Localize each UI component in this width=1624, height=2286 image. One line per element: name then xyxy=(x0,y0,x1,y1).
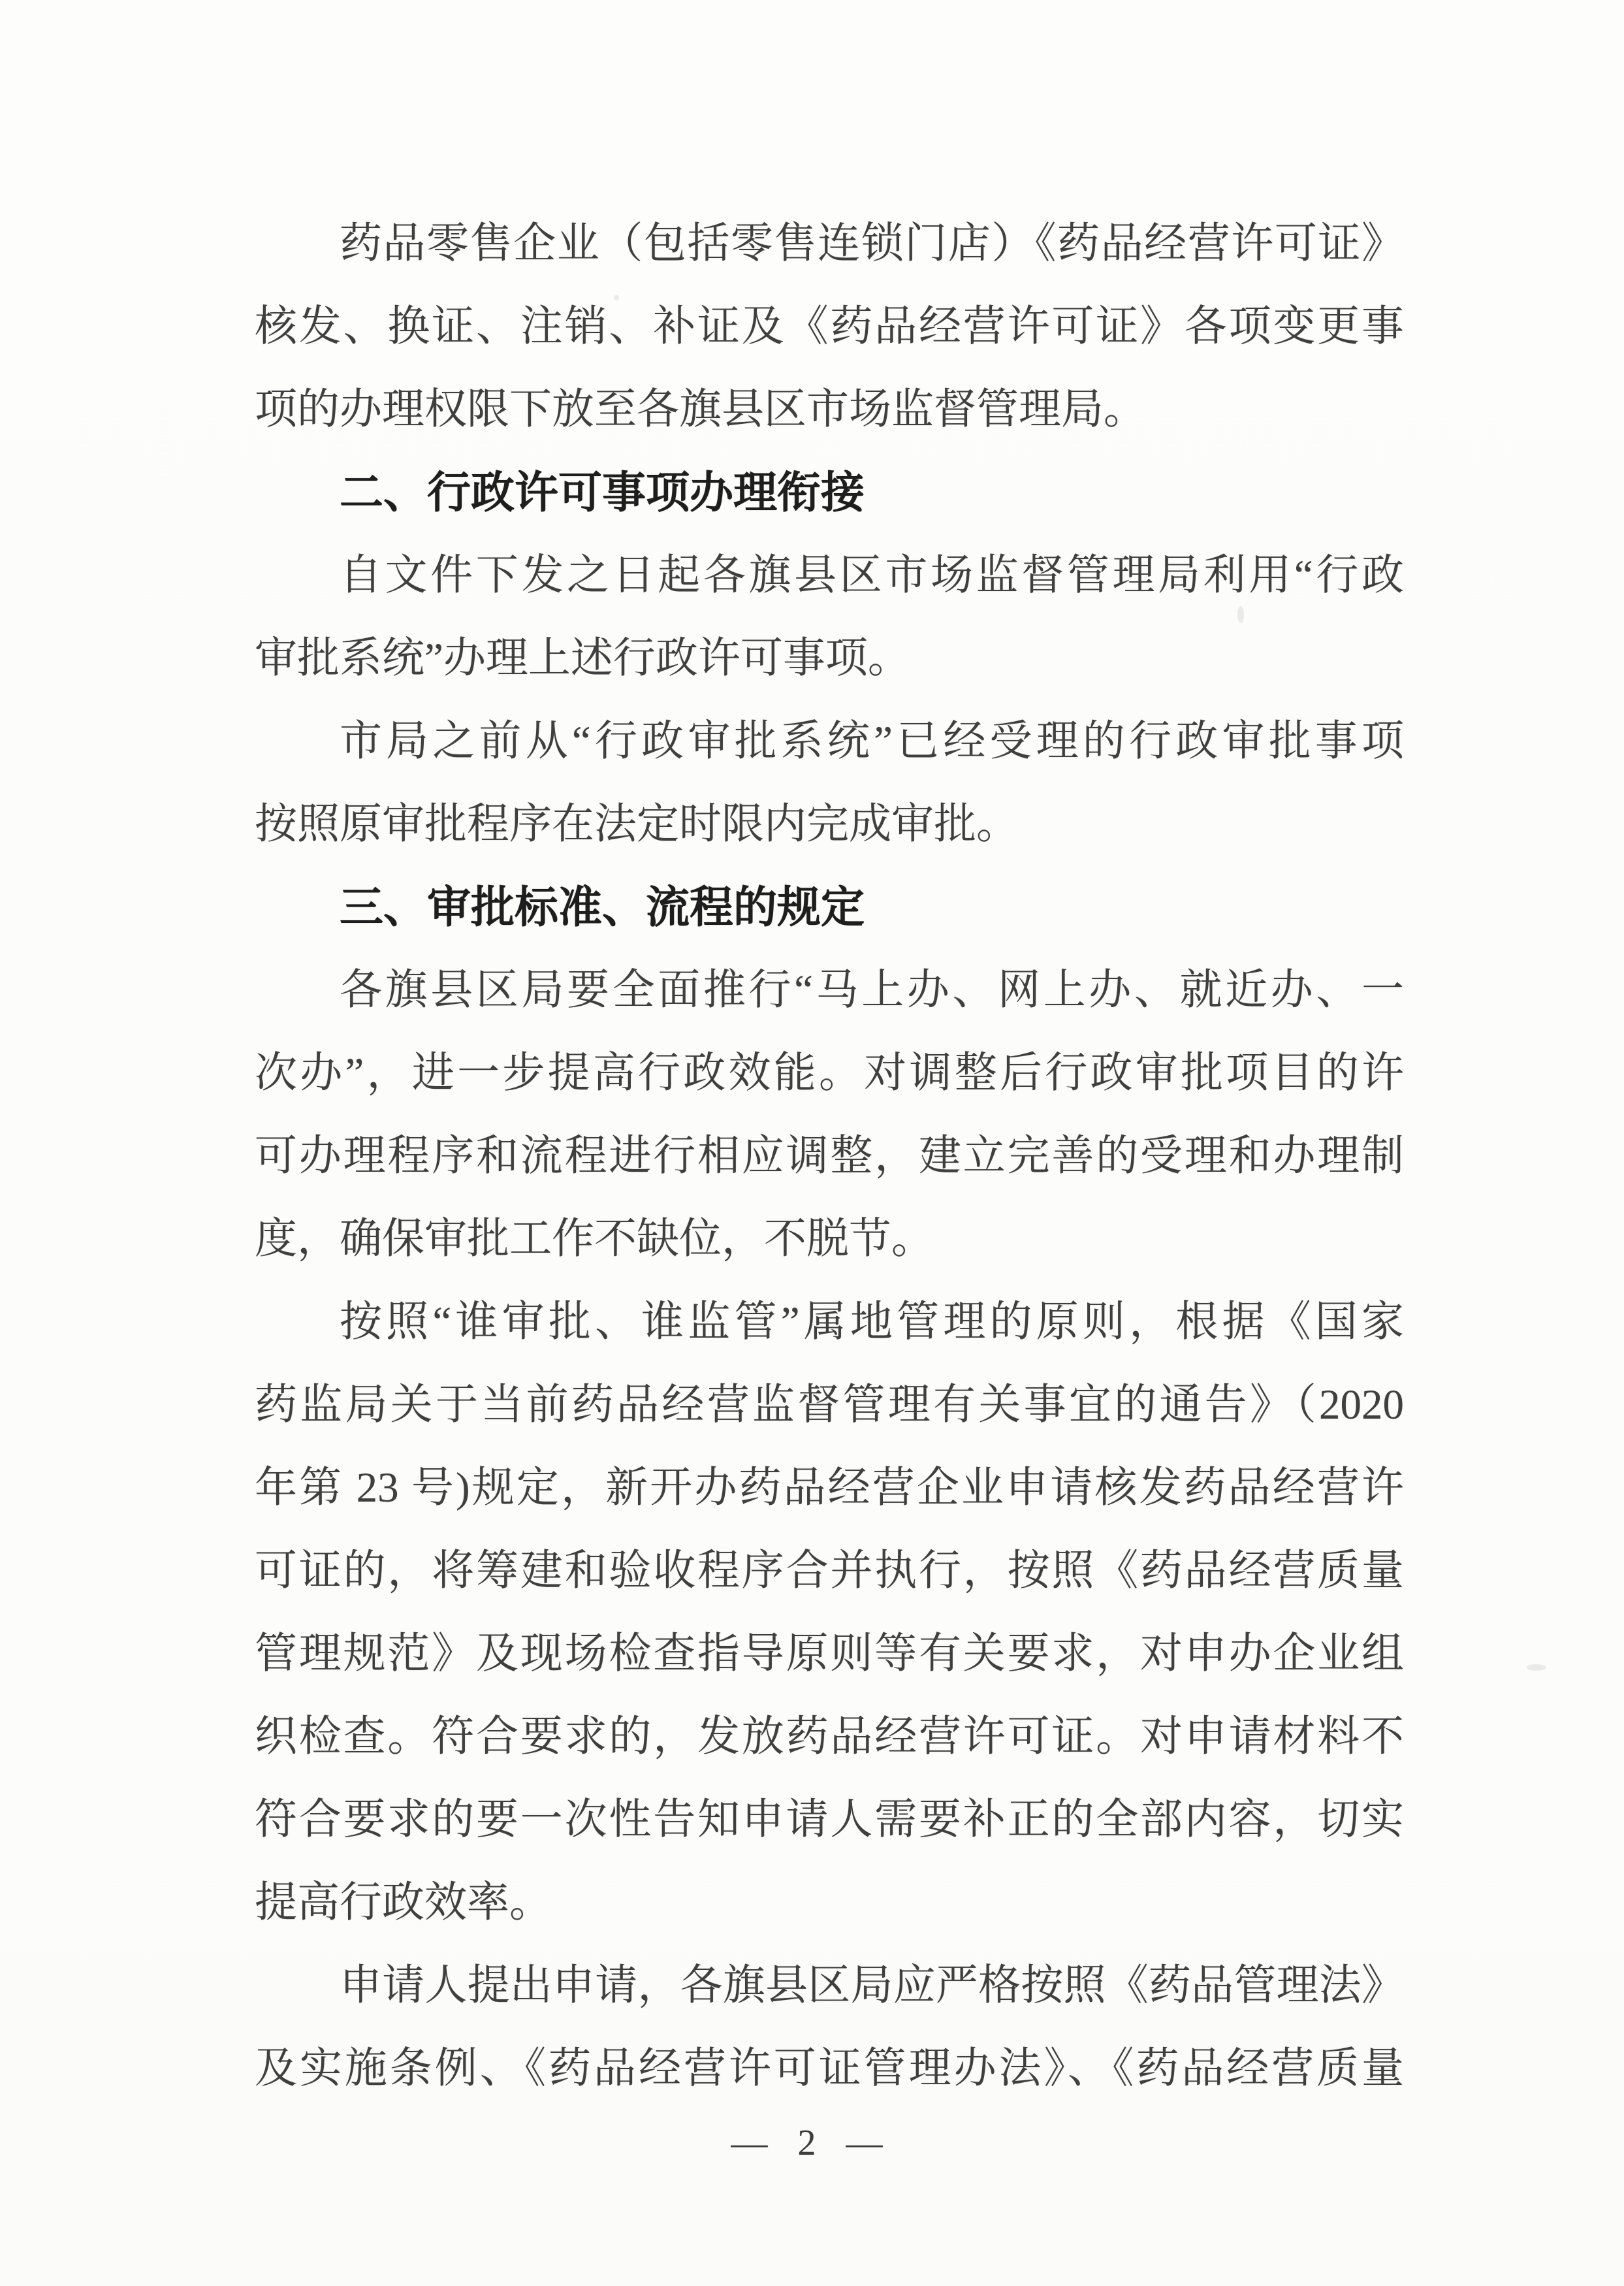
scan-artifact xyxy=(1237,606,1244,623)
text-line: 核发、换证、注销、补证及《药品经营许可证》各项变更事 xyxy=(255,303,1404,350)
text-line: 药品零售企业（包括零售连锁门店）《药品经营许可证》 xyxy=(340,220,1404,267)
text-line: 度，确保审批工作不缺位，不脱节。 xyxy=(255,1215,934,1263)
section-heading: 二、行政许可事项办理衔接 xyxy=(340,468,865,517)
text-line: 审批系统”办理上述行政许可事项。 xyxy=(255,635,910,682)
scan-artifact xyxy=(1527,1664,1546,1671)
text-line: 符合要求的要一次性告知申请人需要补正的全部内容，切实 xyxy=(255,1796,1404,1843)
text-line: 按照“谁审批、谁监管”属地管理的原则，根据《国家 xyxy=(340,1298,1404,1345)
document-body xyxy=(255,202,1404,2110)
page-number: — 2 — xyxy=(731,2123,893,2163)
section-heading: 三、审批标准、流程的规定 xyxy=(340,883,865,932)
text-line: 市局之前从“行政审批系统”已经受理的行政审批事项 xyxy=(340,718,1404,765)
text-line: 申请人提出申请，各旗县区局应严格按照《药品管理法》 xyxy=(340,1962,1404,2009)
text-line: 按照原审批程序在法定时限内完成审批。 xyxy=(255,801,1019,848)
text-line: 织检查。符合要求的，发放药品经营许可证。对申请材料不 xyxy=(255,1713,1404,1760)
text-line: 项的办理权限下放至各旗县区市场监督管理局。 xyxy=(255,386,1147,433)
text-line: 年第 23 号)规定，新开办药品经营企业申请核发药品经营许 xyxy=(255,1464,1404,1511)
text-line: 及实施条例、《药品经营许可证管理办法》、《药品经营质量 xyxy=(255,2045,1404,2092)
scan-artifact xyxy=(614,295,619,300)
text-line: 药监局关于当前药品经营监督管理有关事宜的通告》（2020 xyxy=(255,1381,1404,1428)
text-line: 自文件下发之日起各旗县区市场监督管理局利用“行政 xyxy=(340,552,1404,599)
text-line: 可证的，将筹建和验收程序合并执行，按照《药品经营质量 xyxy=(255,1547,1404,1594)
text-line: 管理规范》及现场检查指导原则等有关要求，对申办企业组 xyxy=(255,1630,1404,1677)
text-line: 提高行政效率。 xyxy=(255,1879,552,1926)
text-line: 各旗县区局要全面推行“马上办、网上办、就近办、一 xyxy=(340,967,1404,1014)
text-line: 次办”，进一步提高行政效能。对调整后行政审批项目的许 xyxy=(255,1050,1404,1097)
text-line: 可办理程序和流程进行相应调整，建立完善的受理和办理制 xyxy=(255,1133,1404,1180)
